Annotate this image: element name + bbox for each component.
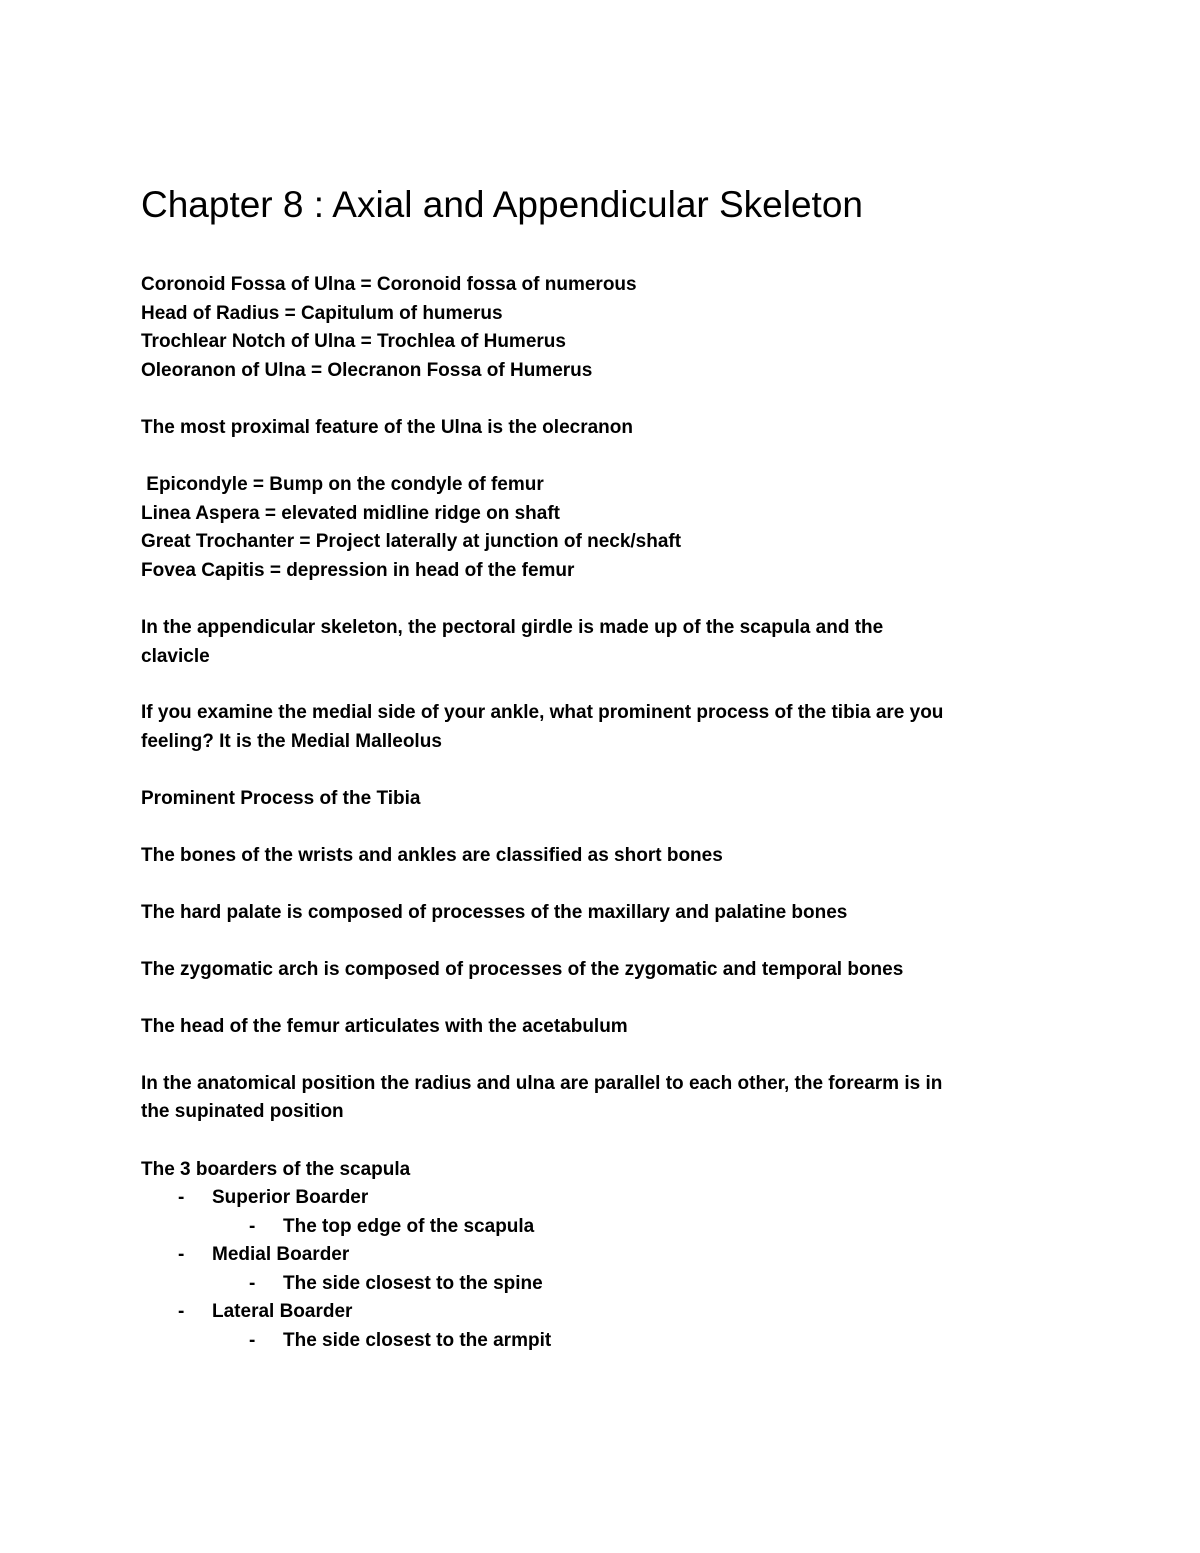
scapula-border-name: Superior Boarder — [212, 1187, 369, 1208]
list-bullet: - — [249, 1330, 256, 1351]
pectoral-girdle-line: clavicle — [141, 646, 210, 667]
list-bullet: - — [249, 1216, 256, 1237]
anatomical-position-line: the supinated position — [141, 1101, 344, 1122]
ulna-fact: The most proximal feature of the Ulna is the olecranon — [141, 417, 633, 438]
scapula-border-description: The side closest to the armpit — [283, 1330, 552, 1351]
femur-feature-line: Fovea Capitis = depression in head of the femur — [141, 560, 575, 581]
ankle-question-line: feeling? It is the Medial Malleolus — [141, 731, 442, 752]
bone-pair-line: Coronoid Fossa of Ulna = Coronoid fossa of numerous — [141, 274, 637, 295]
pectoral-girdle-line: In the appendicular skeleton, the pectoral girdle is made up of the scapula and the — [141, 617, 884, 638]
scapula-border-name: Lateral Boarder — [212, 1301, 353, 1322]
scapula-heading: The 3 boarders of the scapula — [141, 1159, 411, 1180]
list-bullet: - — [249, 1273, 256, 1294]
ankle-question-line: If you examine the medial side of your ankle, what prominent process of the tibia are you — [141, 702, 944, 723]
hard-palate-fact: The hard palate is composed of processes of the maxillary and palatine bones — [141, 902, 848, 923]
bone-pair-line: Trochlear Notch of Ulna = Trochlea of Humerus — [141, 331, 566, 352]
scapula-border-description: The side closest to the spine — [283, 1273, 543, 1294]
femur-feature-line: Linea Aspera = elevated midline ridge on shaft — [141, 503, 561, 524]
zygomatic-arch-fact: The zygomatic arch is composed of processes of the zygomatic and temporal bones — [141, 959, 904, 980]
short-bones-fact: The bones of the wrists and ankles are classified as short bones — [141, 845, 723, 866]
scapula-border-description: The top edge of the scapula — [283, 1216, 535, 1237]
femur-head-fact: The head of the femur articulates with the acetabulum — [141, 1016, 628, 1037]
bone-pair-line: Oleoranon of Ulna = Olecranon Fossa of Humerus — [141, 360, 593, 381]
femur-feature-line: Great Trochanter = Project laterally at junction of neck/shaft — [141, 531, 682, 552]
list-bullet: - — [178, 1301, 185, 1322]
page-title: Chapter 8 : Axial and Appendicular Skeleton — [141, 184, 863, 225]
list-bullet: - — [178, 1187, 185, 1208]
tibia-process: Prominent Process of the Tibia — [141, 788, 421, 809]
anatomical-position-line: In the anatomical position the radius and ulna are parallel to each other, the forearm is in — [141, 1073, 943, 1094]
list-bullet: - — [178, 1244, 185, 1265]
femur-feature-line: Epicondyle = Bump on the condyle of femur — [141, 474, 544, 495]
scapula-border-name: Medial Boarder — [212, 1244, 350, 1265]
bone-pair-line: Head of Radius = Capitulum of humerus — [141, 303, 503, 324]
